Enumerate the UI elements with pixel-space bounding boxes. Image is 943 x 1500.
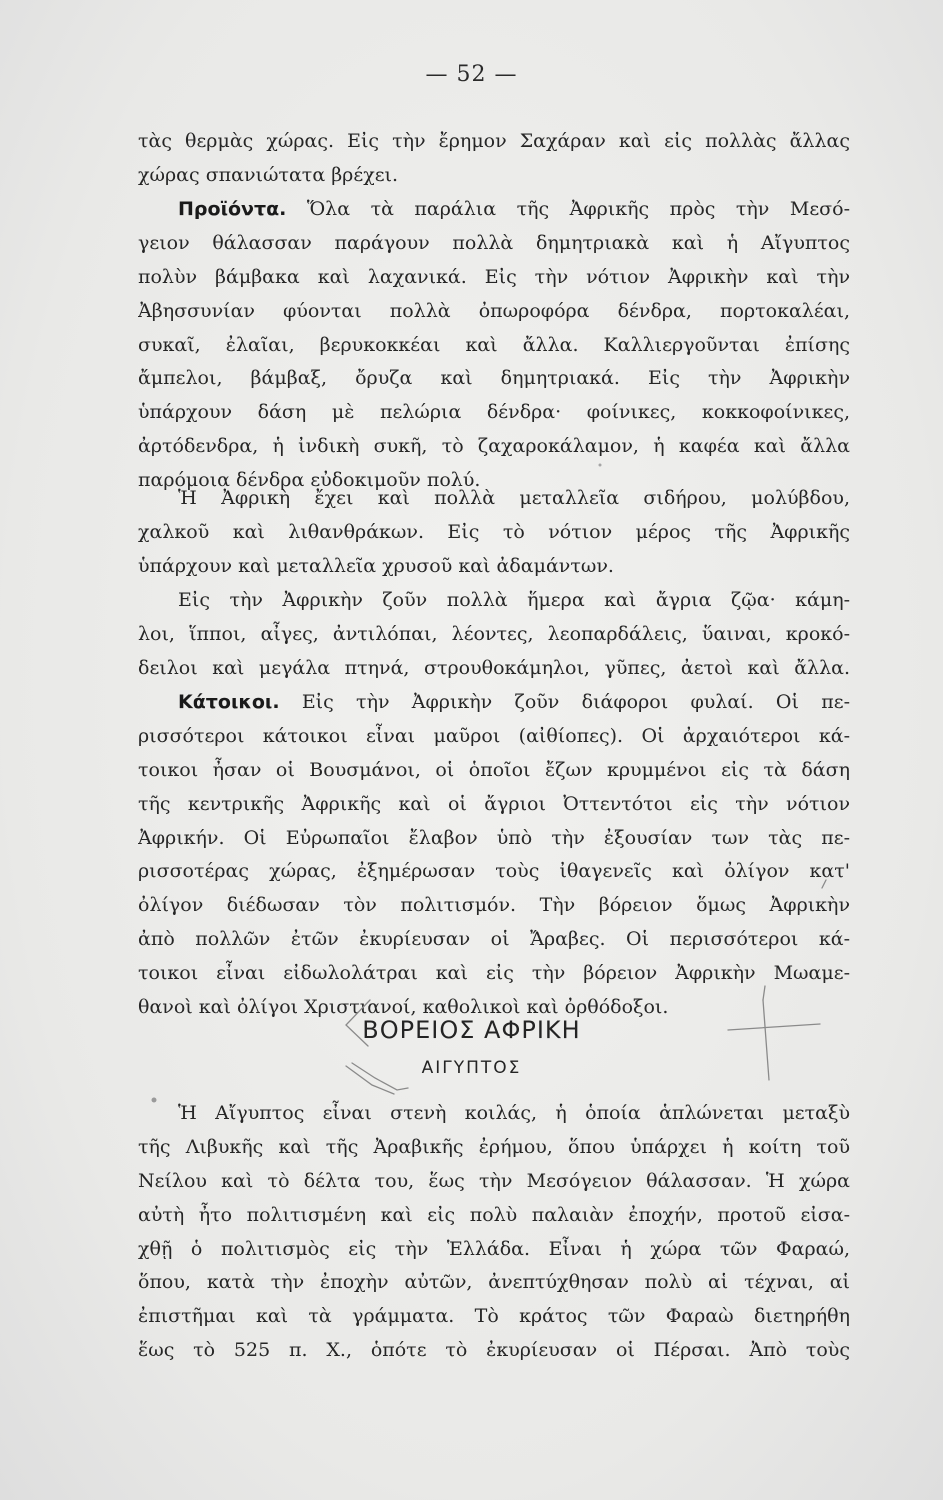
text-line: χθῇ ὁ πολιτισμὸς εἰς τὴν Ἑλλάδα. Εἶναι ἡ χώρα τῶν Φαραώ,	[138, 1237, 850, 1260]
text-line: ὑπάρχουν καὶ μεταλλεῖα χρυσοῦ καὶ ἀδαμάντων.	[138, 554, 614, 577]
text-line: δειλοι καὶ μεγάλα πτηνά, στρουθοκάμηλοι, γῦπες, ἀετοὶ καὶ ἄλλα.	[138, 656, 850, 679]
text-line: ἐπιστῆμαι καὶ τὰ γράμματα. Τὸ κράτος τῶν Φαραὼ διετηρήθη	[138, 1305, 850, 1328]
text-line: τῆς κεντρικῆς Ἀφρικῆς καὶ οἱ ἄγριοι Ὀττεντότοι εἰς τὴν νότιον	[138, 792, 850, 815]
text-line: συκαῖ, ἐλαῖαι, βερυκοκκέαι καὶ ἄλλα. Καλλιεργοῦνται ἐπίσης	[138, 333, 850, 356]
text-line: ἀρτόδενδρα, ἡ ἰνδικὴ συκῆ, τὸ ζαχαροκάλαμον, ἡ καφέα καὶ ἄλλα	[138, 435, 850, 458]
text-line: τῆς Λιβυκῆς καὶ τῆς Ἀραβικῆς ἐρήμου, ὅπου ὑπάρχει ἡ κοίτη τοῦ	[138, 1135, 850, 1158]
text-line: πολὺν βάμβακα καὶ λαχανικά. Εἰς τὴν νότιον Ἀφρικὴν καὶ τὴν	[138, 265, 850, 288]
text-span: Εἰς τὴν Ἀφρικὴν ζοῦν διάφοροι φυλαί. Οἱ πε-	[279, 691, 850, 713]
text-line: ρισσότεροι κάτοικοι εἶναι μαῦροι (αἰθίοπες). Οἱ ἀρχαιότεροι κά-	[138, 724, 850, 747]
products-paragraph	[138, 193, 850, 498]
section-subtitle: ΑΙΓΥΠΤΟΣ	[421, 1058, 522, 1078]
text-line: ὅπου, κατὰ τὴν ἐποχὴν αὐτῶν, ἀνεπτύχθησαν πολὺ αἱ τέχναι, αἱ	[138, 1271, 850, 1294]
text-line: ἄμπελοι, βάμβαξ, ὄρυζα καὶ δημητριακά. Εἰς τὴν Ἀφρικὴν	[138, 367, 850, 390]
text-line: παρόμοια δένδρα εὐδοκιμοῦν πολύ.	[138, 469, 481, 492]
text-line: ὀλίγον διέδωσαν τὸν πολιτισμόν. Τὴν βόρειον ὅμως Ἀφρικὴν	[138, 894, 850, 917]
text-line: ἀπὸ πολλῶν ἐτῶν ἐκυρίευσαν οἱ Ἄραβες. Οἱ περισσότεροι κά-	[138, 928, 850, 951]
text-line: τὰς θερμὰς χώρας. Εἰς τὴν ἔρημον Σαχάραν καὶ εἰς πολλὰς ἄλλας	[138, 130, 850, 152]
text-line: Ἡ Αἴγυπτος εἶναι στενὴ κοιλάς, ἡ ὁποία ἁπλώνεται μεταξὺ	[178, 1102, 850, 1124]
inhabitants-paragraph	[138, 686, 850, 1025]
text-line: θανοὶ καὶ ὀλίγοι Χριστιανοί, καθολικοὶ καὶ ὀρθόδοξοι.	[138, 996, 669, 1019]
text-line	[138, 686, 850, 720]
text-line: χώρας σπανιώτατα βρέχει.	[138, 163, 399, 186]
inhabitants-heading: Κάτοικοι.	[178, 691, 280, 713]
text-line: Εἰς τὴν Ἀφρικὴν ζοῦν πολλὰ ἥμερα καὶ ἄγρια ζῷα· κάμη-	[178, 589, 850, 611]
text-line: χαλκοῦ καὶ λιθανθράκων. Εἰς τὸ νότιον μέρος τῆς Ἀφρικῆς	[138, 520, 850, 543]
products-heading: Προϊόντα.	[178, 198, 287, 220]
text-line: τοικοι ἦσαν οἱ Βουσμάνοι, οἱ ὁποῖοι ἔζων κρυμμένοι εἰς τὰ δάση	[138, 758, 850, 781]
text-line: Ἀφρικήν. Οἱ Εὐρωπαῖοι ἔλαβον ὑπὸ τὴν ἐξουσίαν των τὰς πε-	[138, 826, 850, 849]
text-line: ρισσοτέρας χώρας, ἐξημέρωσαν τοὺς ἰθαγενεῖς καὶ ὀλίγον κατ'	[138, 860, 850, 883]
egypt-paragraph	[138, 1097, 850, 1368]
text-line: αὐτὴ ἦτο πολιτισμένη καὶ εἰς πολὺ παλαιὰν ἐποχήν, προτοῦ εἰσα-	[138, 1203, 850, 1226]
text-line	[138, 193, 850, 227]
text-line: λοι, ἵπποι, αἶγες, ἀντιλόπαι, λέοντες, λεοπαρδάλεις, ὕαιναι, κροκό-	[138, 622, 850, 645]
section-title: ΒΟΡΕΙΟΣ ΑΦΡΙΚΗ	[362, 1016, 581, 1044]
text-span: Ὅλα τὰ παράλια τῆς Ἀφρικῆς πρὸς τὴν Μεσό-	[286, 198, 850, 220]
text-line: τοικοι εἶναι εἰδωλολάτραι καὶ εἰς τὴν βόρειον Ἀφρικὴν Μωαμε-	[138, 962, 850, 985]
text-line: Νείλου καὶ τὸ δέλτα του, ἕως τὴν Μεσόγειον θάλασσαν. Ἡ χώρα	[138, 1169, 850, 1192]
minerals-paragraph	[138, 482, 850, 584]
text-line: ἕως τὸ 525 π. Χ., ὁπότε τὸ ἐκυρίευσαν οἱ Πέρσαι. Ἀπὸ τοὺς	[138, 1339, 850, 1362]
text-line: Ἡ Ἀφρικὴ ἔχει καὶ πολλὰ μεταλλεῖα σιδήρου, μολύβδου,	[178, 487, 850, 509]
animals-paragraph	[138, 584, 850, 686]
page-number: — 52 —	[425, 62, 518, 87]
text-line: ὑπάρχουν δάση μὲ πελώρια δένδρα· φοίνικες, κοκκοφοίνικες,	[138, 401, 850, 424]
text-line: γειον θάλασσαν παράγουν πολλὰ δημητριακὰ καὶ ἡ Αἴγυπτος	[138, 231, 850, 254]
intro-paragraph	[138, 125, 850, 193]
text-line: Ἀβησσυνίαν φύονται πολλὰ ὀπωροφόρα δένδρα, πορτοκαλέαι,	[138, 299, 850, 322]
